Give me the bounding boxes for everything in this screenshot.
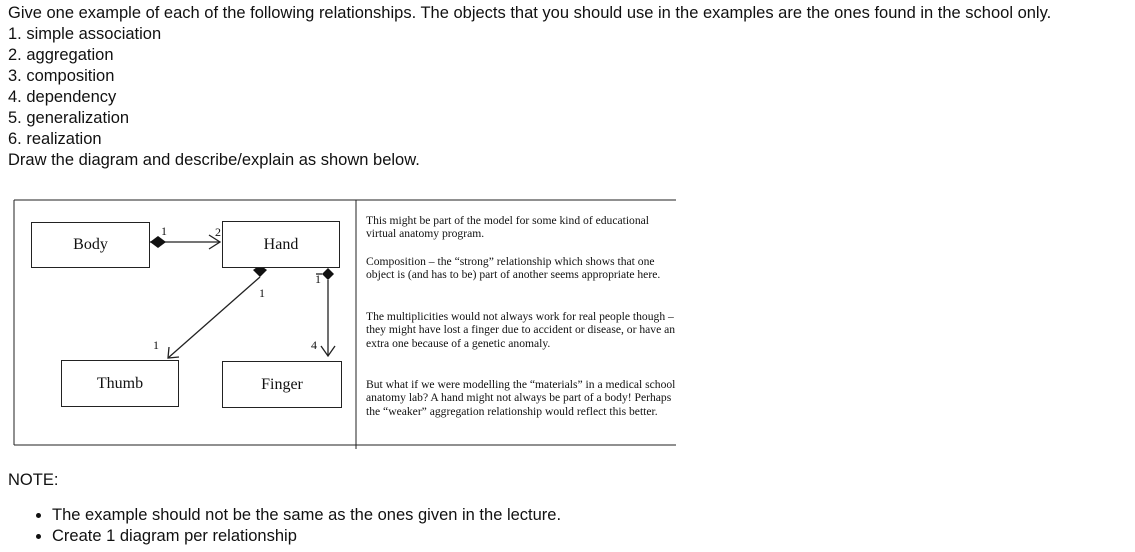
relationship-item-4: 4. dependency [8,88,117,106]
multiplicity-label: 1 [161,224,167,238]
class-hand: Hand [222,221,340,268]
note-bullet: • Create 1 diagram per relationship [52,526,561,547]
relationship-item-5: 5. generalization [8,109,130,127]
multiplicity-label: 1 [153,338,159,352]
relationship-item-6: 6. realization [8,130,102,148]
instructions-intro: Give one example of each of the following relationships. The objects that you should use in the examples are the ones found in the school only. [8,4,1052,22]
relationship-item-3: 3. composition [8,67,115,85]
note-label: NOTE: [8,471,59,489]
relationship-item-2: 2. aggregation [8,46,114,64]
relationship-item-1: 1. simple association [8,25,162,43]
explanation-paragraph: The multiplicities would not always work for real people though – they might have lost a finger due to accident or disease, or have an extra one because of a genetic anomaly. [366,310,676,350]
note-bullet: • The example should not be the same as the ones given in the lecture. [52,505,561,526]
explanation-paragraph: But what if we were modelling the “materials” in a medical school anatomy lab? A hand might not always be part of a body! Perhaps the “weaker” aggregation relationship would reflect this better. [366,378,676,418]
multiplicity-label: 1 [259,286,265,300]
multiplicity-label: 4 [311,338,317,352]
multiplicity-label: 2 [215,225,221,239]
multiplicity-label: 1 [315,272,321,286]
explanation-paragraph: This might be part of the model for some kind of educational virtual anatomy program. [366,214,650,241]
composition-diamond [322,268,334,280]
explanation-paragraph: Composition – the “strong” relationship which shows that one object is (and has to be) part of another seems appropriate here. [366,255,661,282]
draw-prompt: Draw the diagram and describe/explain as shown below. [8,151,420,169]
class-thumb: Thumb [61,360,179,407]
hand-thumb-composition [168,265,267,358]
note-bullets [22,505,561,547]
class-body: Body [31,222,150,268]
class-finger: Finger [222,361,342,408]
